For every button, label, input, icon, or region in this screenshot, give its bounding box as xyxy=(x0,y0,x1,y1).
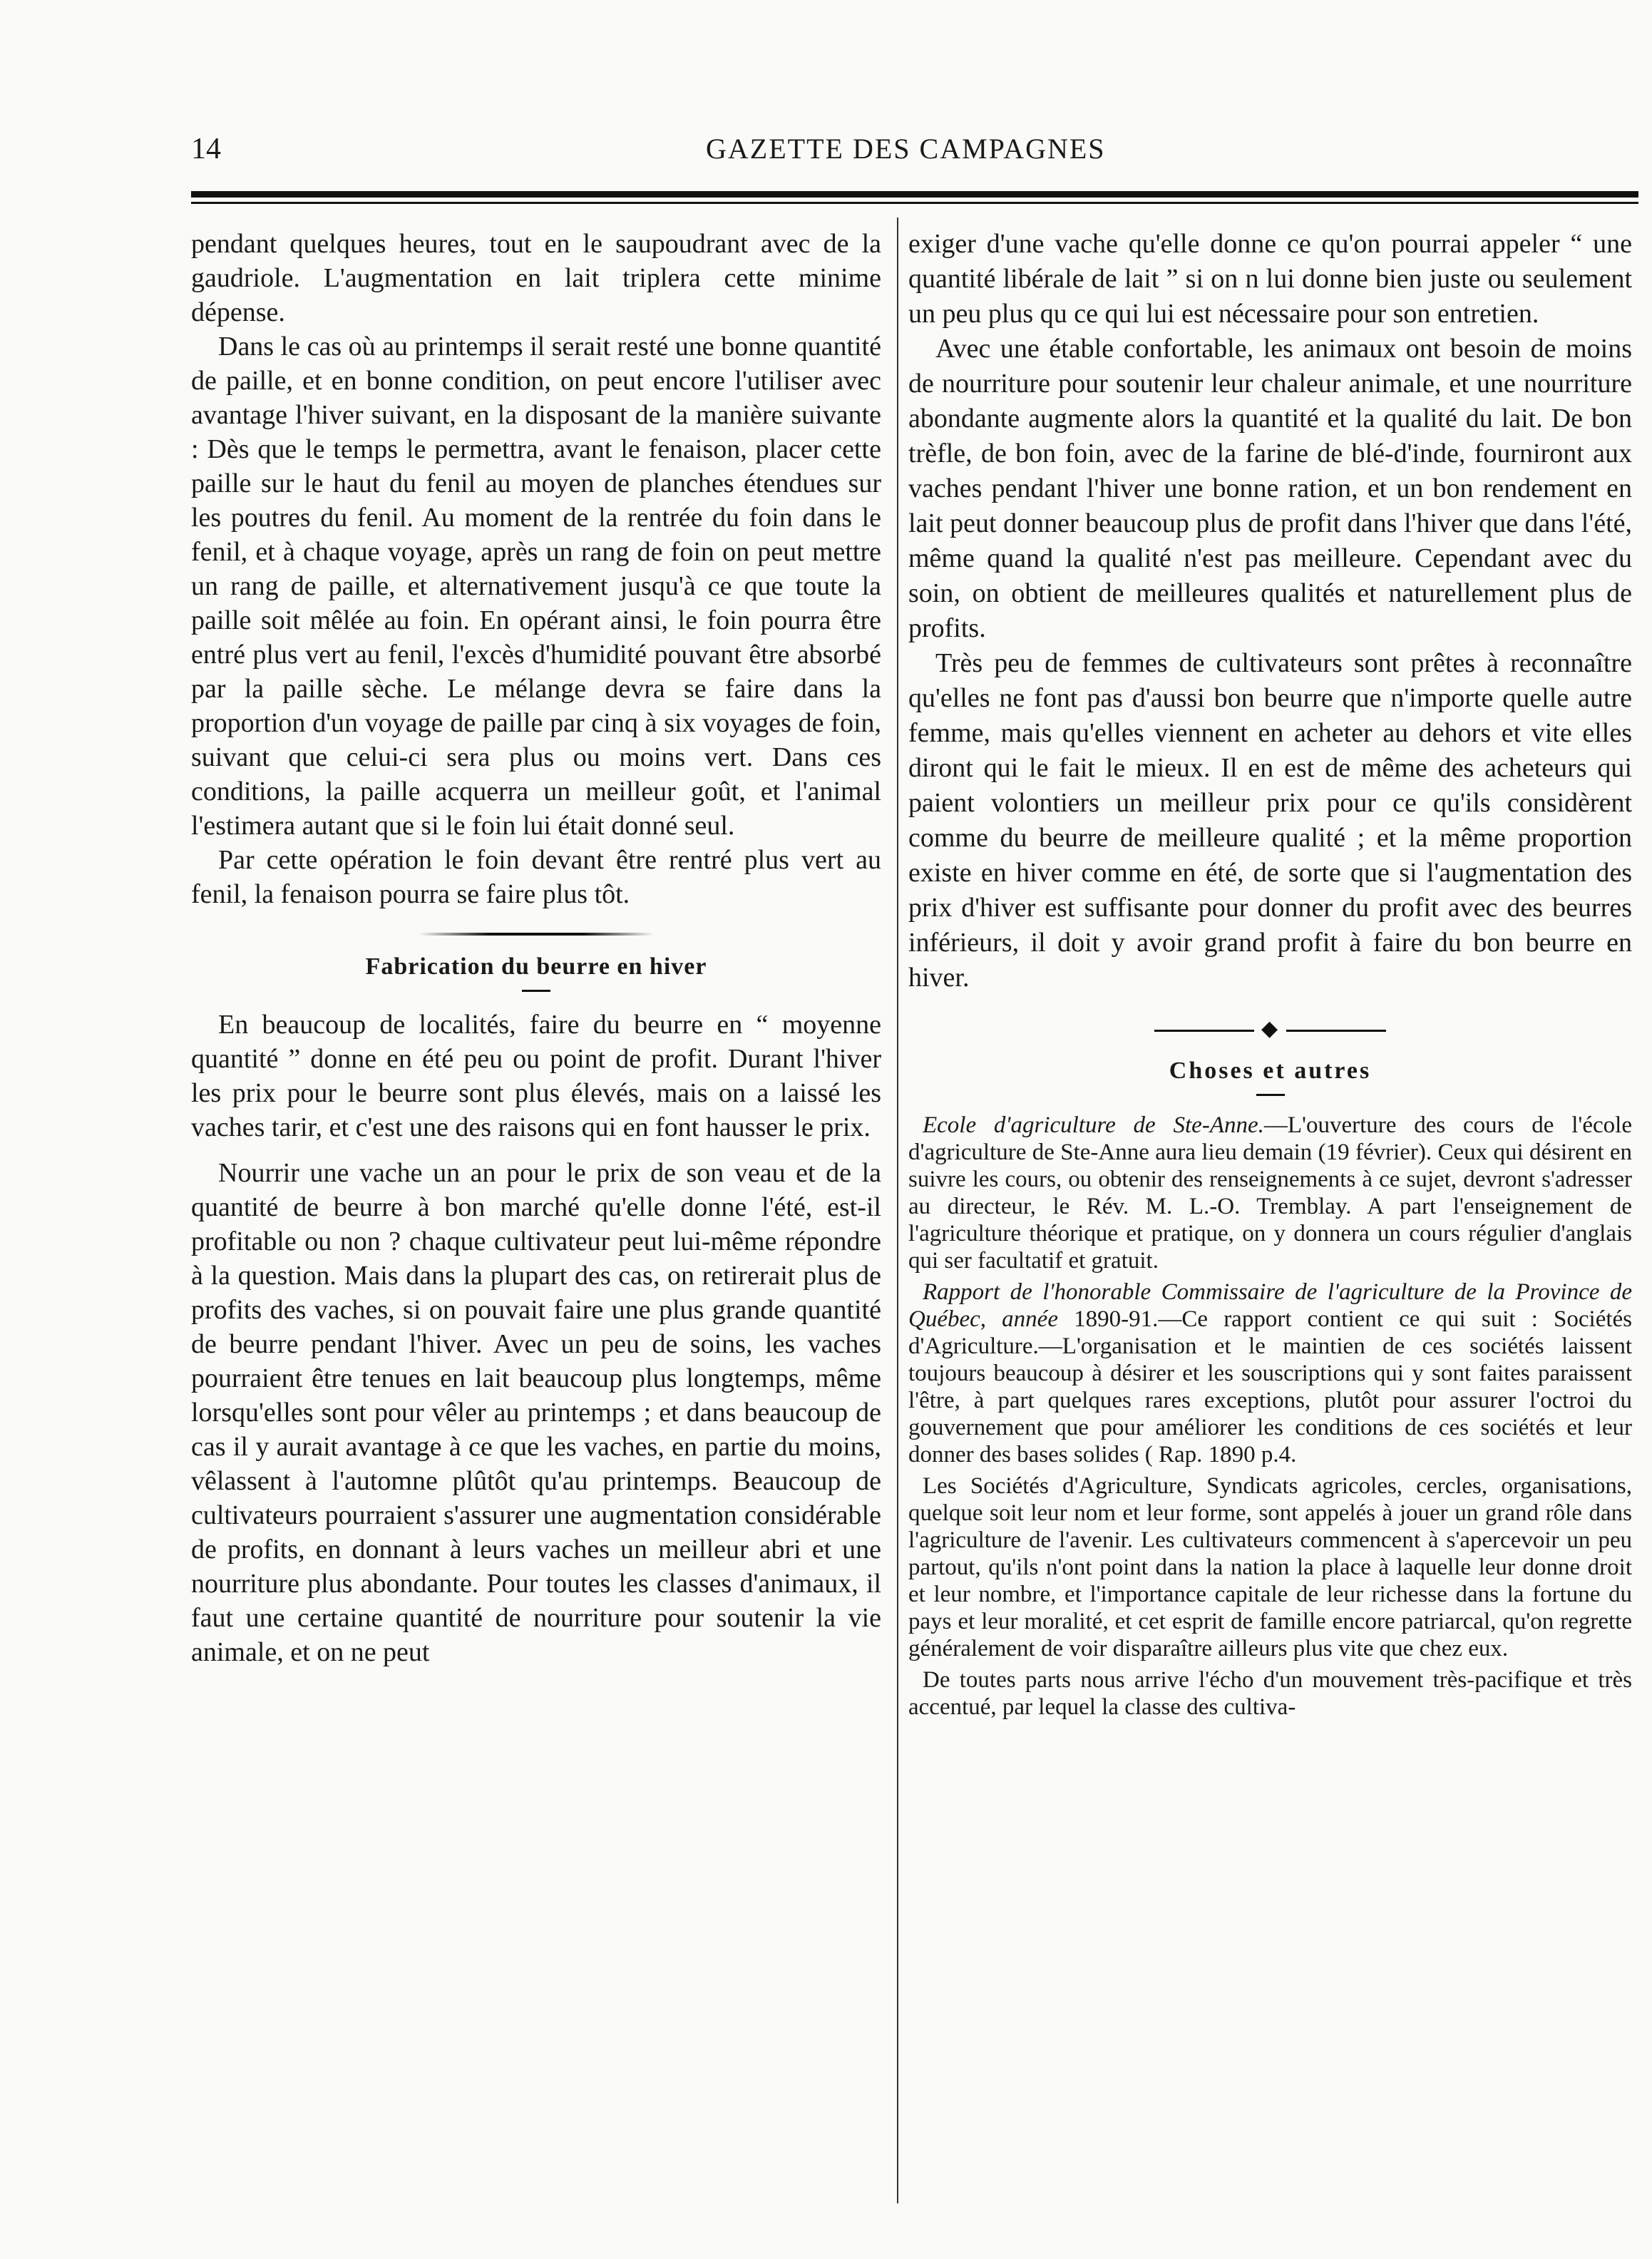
paragraph: En beaucoup de localités, faire du beurre en “ moyenne quantité ” donne en été peu ou point de profit. Durant l'hiver les prix pour le beurre sont plus élevés, mais on a laissé les vaches tarir, et c'est une des raisons qui en font hausser le prix. xyxy=(191,1010,881,1142)
paragraph: Avec une étable confortable, les animaux ont besoin de moins de nourriture pour soutenir leur chaleur animale, et une nourriture abondante augmente alors la quantité et la qualité du lait. De bon trèfle, de bon foin, avec de la farine de blé-d'inde, fourniront aux vaches pendant l'hiver une bonne ration, et un bon rendement en lait peut donner beaucoup plus de profit dans l'hiver que dans l'été, même quand la qualité n'est pas meilleure. Cependant avec du soin, on obtient de meilleures qualités et naturellement plus de profits. xyxy=(908,334,1632,643)
header-rule-thick xyxy=(191,191,1638,198)
ornamental-divider: ◆ xyxy=(908,1011,1632,1046)
news-item-title: Ecole d'agriculture de Ste-Anne. xyxy=(923,1112,1264,1138)
journal-title: GAZETTE DES CAMPAGNES xyxy=(706,133,1106,165)
paragraph: exiger d'une vache qu'elle donne ce qu'on pourrai appeler “ une quantité libérale de lait ” si on n lui donne bien juste ou seulement un peu plus qu ce qui lui est nécessaire pour son entretien. xyxy=(908,229,1632,329)
paragraph: Très peu de femmes de cultivateurs sont prêtes à reconnaître qu'elles ne font pas d'aussi bon beurre que n'importe quelle autre femme, mais qu'elles viennent en acheter au dehors et vite elles diront qui le fait le mieux. Il en est de même des acheteurs qui paient volontiers un meilleur prix pour ce qu'ils considèrent comme du beurre de meilleure qualité ; et la même proportion existe en hiver comme en été, de sorte que si l'augmentation des prix d'hiver est suffisante pour donner du profit avec des beurres inférieurs, il doit y avoir grand profit à faire du bon beurre en hiver. xyxy=(908,648,1632,993)
news-item xyxy=(908,1112,1632,1274)
news-item-title: Rapport de l'honorable Commissaire de l'agriculture de la Province de Québec, année xyxy=(908,1279,1632,1332)
section-divider xyxy=(419,933,654,936)
section-title: Fabrication du beurre en hiver xyxy=(365,953,707,980)
column-divider xyxy=(897,217,898,2203)
paragraph: Par cette opération le foin devant être rentré plus vert au fenil, la fenaison pourra se faire plus tôt. xyxy=(191,845,881,909)
news-item-body: —L'ouverture des cours de l'école d'agriculture de Ste-Anne aura lieu demain (19 février). Ceux qui désirent en suivre les cours, ou obtenir des renseignements à ce sujet, devront s'adresser au directeur, le Rév. M. L.-O. Tremblay. A part l'enseignement de l'agriculture théorique et pratique, on y donnera un cours régulier d'anglais qui ser facultatif et gratuit. xyxy=(908,1112,1632,1274)
title-dash xyxy=(1256,1094,1285,1096)
right-column xyxy=(908,227,1632,1725)
news-item-body: 1890-91.—Ce rapport contient ce qui suit : Sociétés d'Agriculture.—L'organisation et le maintien de ces sociétés laissent toujours beaucoup à désirer et les souscriptions qui y sont faites paraissent l'être, à part quelques rares exceptions, plutôt pour assurer l'octroi du gouvernement que pour améliorer les conditions de ces sociétés et leur donner des bases solides ( Rap. 1890 p.4. xyxy=(908,1306,1632,1467)
news-item: Les Sociétés d'Agriculture, Syndicats agricoles, cercles, organisations, quelque soit leur nom et leur forme, sont appelés à jouer un grand rôle dans l'agriculture de l'avenir. Les cultivateurs commencent à s'apercevoir un peu partout, qu'ils n'ont point dans la nation la place à laquelle leur donne droit et leur nombre, et l'importance capitale de leur richesse dans la fortune du pays et leur moralité, et cet esprit de famille encore patriarcal, qu'on regrette généralement de voir disparaître ailleurs plus vite que chez eux. xyxy=(908,1473,1632,1661)
section-title: Choses et autres xyxy=(1169,1057,1372,1084)
page-number: 14 xyxy=(191,133,221,165)
paragraph: Nourrir une vache un an pour le prix de son veau et de la quantité de beurre à bon marché qu'elle donne l'été, est-il profitable ou non ? chaque cultivateur peut lui-même répondre à la question. Mais dans la plupart des cas, on retirerait plus de profits des vaches, si on pouvait faire une plus grande quantité de beurre pendant l'hiver. Avec un peu de soins, les vaches pourraient être tenues en lait beaucoup plus longtemps, même lorsqu'elles sont pour vêler au printemps ; et dans beaucoup de cas il y aurait avantage à ce que les vaches, en partie du moins, vêlassent à l'automne plûtôt qu'au printemps. Beaucoup de cultivateurs pourraient s'assurer une augmentation considérable de profits, en donnant à leurs vaches un meilleur abri et une nourriture plus abondante. Pour toutes les classes d'animaux, il faut une certaine quantité de nourriture pour soutenir la vie animale, et on ne peut xyxy=(191,1158,881,1667)
left-column xyxy=(191,227,881,1669)
paragraph: Dans le cas où au printemps il serait resté une bonne quantité de paille, et en bonne condition, on peut encore l'utiliser avec avantage l'hiver suivant, en la disposant de la manière suivante : Dès que le temps le permettra, avant le fenaison, placer cette paille sur le haut du fenil au moyen de planches étendues sur les poutres du fenil. Au moment de la rentrée du foin dans le fenil, et à chaque voyage, après un rang de foin on peut mettre un rang de paille, et alternativement jusqu'à ce que toute la paille soit mêlée au foin. En opérant ainsi, le foin pourra être entré plus vert au fenil, l'excès d'humidité pouvant être absorbé par la paille sèche. Le mélange devra se faire dans la proportion d'un voyage de paille par cinq à six voyages de foin, suivant que celui-ci sera plus ou moins vert. Dans ces conditions, la paille acquerra un meilleur goût, et l'animal l'estimera autant que si le foin lui était donné seul. xyxy=(191,332,881,841)
title-dash xyxy=(522,990,550,992)
header-rule-thin xyxy=(191,202,1638,204)
news-item xyxy=(908,1279,1632,1468)
news-items xyxy=(908,1112,1632,1721)
paragraph: pendant quelques heures, tout en le saupoudrant avec de la gaudriole. L'augmentation en lait triplera cette minime dépense. xyxy=(191,229,881,327)
news-item: De toutes parts nous arrive l'écho d'un mouvement très-pacifique et très accentué, par lequel la classe des cultiva- xyxy=(908,1667,1632,1720)
